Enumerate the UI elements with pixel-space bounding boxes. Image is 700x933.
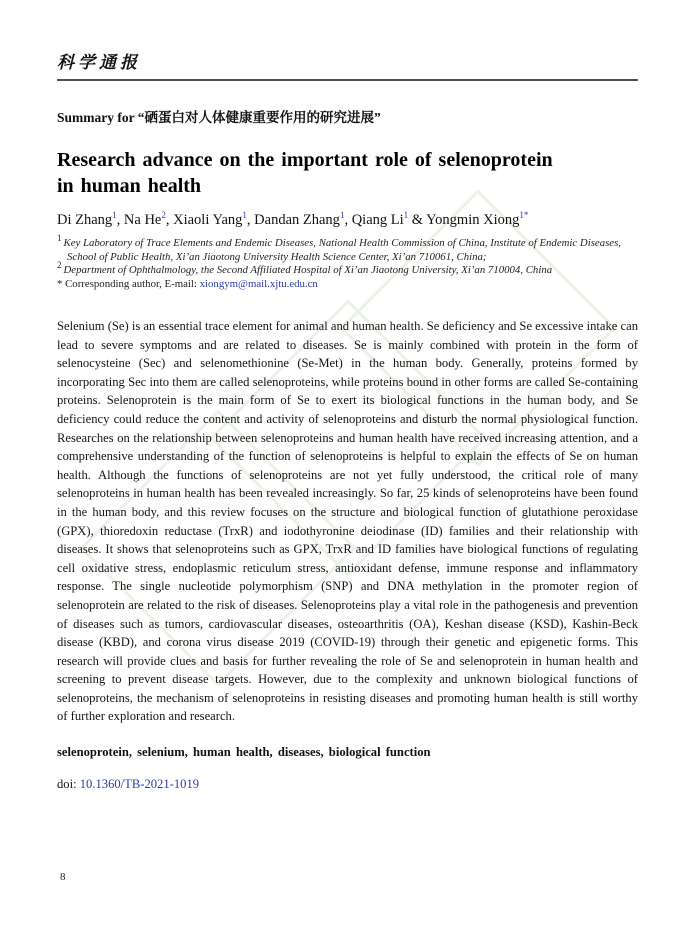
corresponding-email-link[interactable]: xiongym@mail.xjtu.edu.cn bbox=[199, 277, 318, 290]
article-title-line2: in human health bbox=[57, 175, 202, 197]
author-affiliation-ref[interactable]: 1 bbox=[242, 210, 247, 221]
abstract-paragraph: Selenium (Se) is an essential trace element for animal and human health. Se deficiency and Se excessive intake can lead to severe symptoms and are related to diseases. Se is mainly combined with protein in the form of selenocysteine (Sec) and selenomethionine (Se-Met) in the human body. Generally, proteins formed by incorporating Sec into them are called selenoproteins, while proteins bound in other forms are called Se-containing proteins. Selenoprotein is the main form of Se to exert its biological functions in the human body, and Se deficiency could reduce the content and activity of selenoproteins and disturb the normal physiological function. Researches on the relationship between selenoproteins and human health have received increasing attention, and a comprehensive understanding of the function of selenoproteins is helpful to explain the effects of Se on human health. Although the functions of selenoproteins are not yet fully understood, the critical role of many selenoproteins in human health has been revealed increasingly. So far, 25 kinds of selenoproteins have been found in the human body, and this review focuses on the structure and biological function of glutathione peroxidase (GPX), thioredoxin reductase (TrxR) and iodothyronine deiodinase (ID) families and their relationship with diseases. It shows that selenoproteins such as GPX, TrxR and ID families have biological functions of regulating cell oxidative stress, endoplasmic reticulum stress, antioxidant defense, immune response and inflammatory response. The single nucleotide polymorphism (SNP) and DNA methylation in the promoter region of selenoprotein are related to the risk of diseases. Selenoproteins play a vital role in the pathogenesis and prevention of diseases such as tumors, cardiovascular diseases, osteoarthritis (OA), Keshan disease (KSD), Kashin-Beck disease (KBD), and corona virus disease 2019 (COVID-19) through their genetic and epigenetic forms. This research will provide clues and basis for further revealing the role of Se and selenoprotein in human health and screening to prevent disease targets. However, due to the complexity and unknown biological functions of selenoproteins, the mechanism of selenoproteins in resisting diseases and promoting human health is still worthy of further exploration and research. bbox=[57, 319, 638, 724]
author-affiliation-ref[interactable]: 1 bbox=[112, 210, 117, 221]
corresponding-author-line bbox=[57, 278, 638, 292]
author-name: Na He bbox=[123, 212, 162, 228]
author-separator: , bbox=[165, 212, 174, 228]
corresponding-marker: * bbox=[57, 277, 63, 290]
author-affiliation-ref[interactable]: 1 bbox=[403, 210, 409, 221]
author-name: Yongmin Xiong bbox=[426, 212, 520, 228]
doi-line bbox=[57, 777, 638, 792]
author-separator: , bbox=[344, 212, 352, 228]
author bbox=[117, 212, 166, 228]
author bbox=[408, 212, 528, 228]
affiliation-1 bbox=[57, 233, 638, 264]
affiliation-2 bbox=[57, 260, 638, 278]
journal-logo: 科学通报 bbox=[57, 53, 141, 73]
author bbox=[247, 212, 345, 228]
author-affiliation-ref[interactable]: 2 bbox=[161, 210, 166, 221]
author bbox=[57, 212, 117, 228]
summary-line: Summary for “硒蛋白对人体健康重要作用的研究进展” bbox=[57, 110, 381, 125]
article-title bbox=[57, 147, 638, 199]
keywords-line: selenoprotein, selenium, human health, diseases, biological function bbox=[57, 745, 431, 760]
author-name: Di Zhang bbox=[57, 212, 113, 228]
affiliation-text: Key Laboratory of Trace Elements and Endemic Diseases, National Health Commission of China, Institute of Endemic Diseases, School of Public Health, Xi’an Jiaotong University Health Science Center, Xi’an 710061, China; bbox=[63, 237, 621, 263]
author-name: Xiaoli Yang bbox=[173, 212, 243, 228]
header-rule bbox=[57, 79, 638, 81]
author-name: Dandan Zhang bbox=[254, 212, 340, 228]
doi-label: doi: bbox=[57, 777, 80, 792]
affiliation-marker: 1 bbox=[57, 233, 62, 244]
author-list bbox=[57, 212, 638, 229]
doi-link[interactable]: 10.1360/TB-2021-1019 bbox=[79, 777, 200, 792]
affiliation-text: Department of Ophthalmology, the Second Affiliated Hospital of Xi’an Jiaotong University, Xi’an 710004, China bbox=[63, 264, 553, 276]
page-number: 8 bbox=[60, 871, 66, 883]
author-affiliation-ref[interactable]: 1* bbox=[519, 210, 529, 221]
author bbox=[344, 212, 408, 228]
affiliation-marker: 2 bbox=[57, 260, 62, 271]
author-separator: & bbox=[408, 212, 427, 228]
author-separator: , bbox=[116, 212, 124, 228]
author-separator: , bbox=[246, 212, 255, 228]
corresponding-label: Corresponding author, E-mail: bbox=[65, 277, 200, 290]
author bbox=[166, 212, 247, 228]
article-title-line1: Research advance on the important role of selenoprotein bbox=[57, 149, 553, 171]
author-name: Qiang Li bbox=[351, 212, 404, 228]
affiliation-list bbox=[57, 233, 638, 291]
author-affiliation-ref[interactable]: 1 bbox=[339, 210, 345, 221]
